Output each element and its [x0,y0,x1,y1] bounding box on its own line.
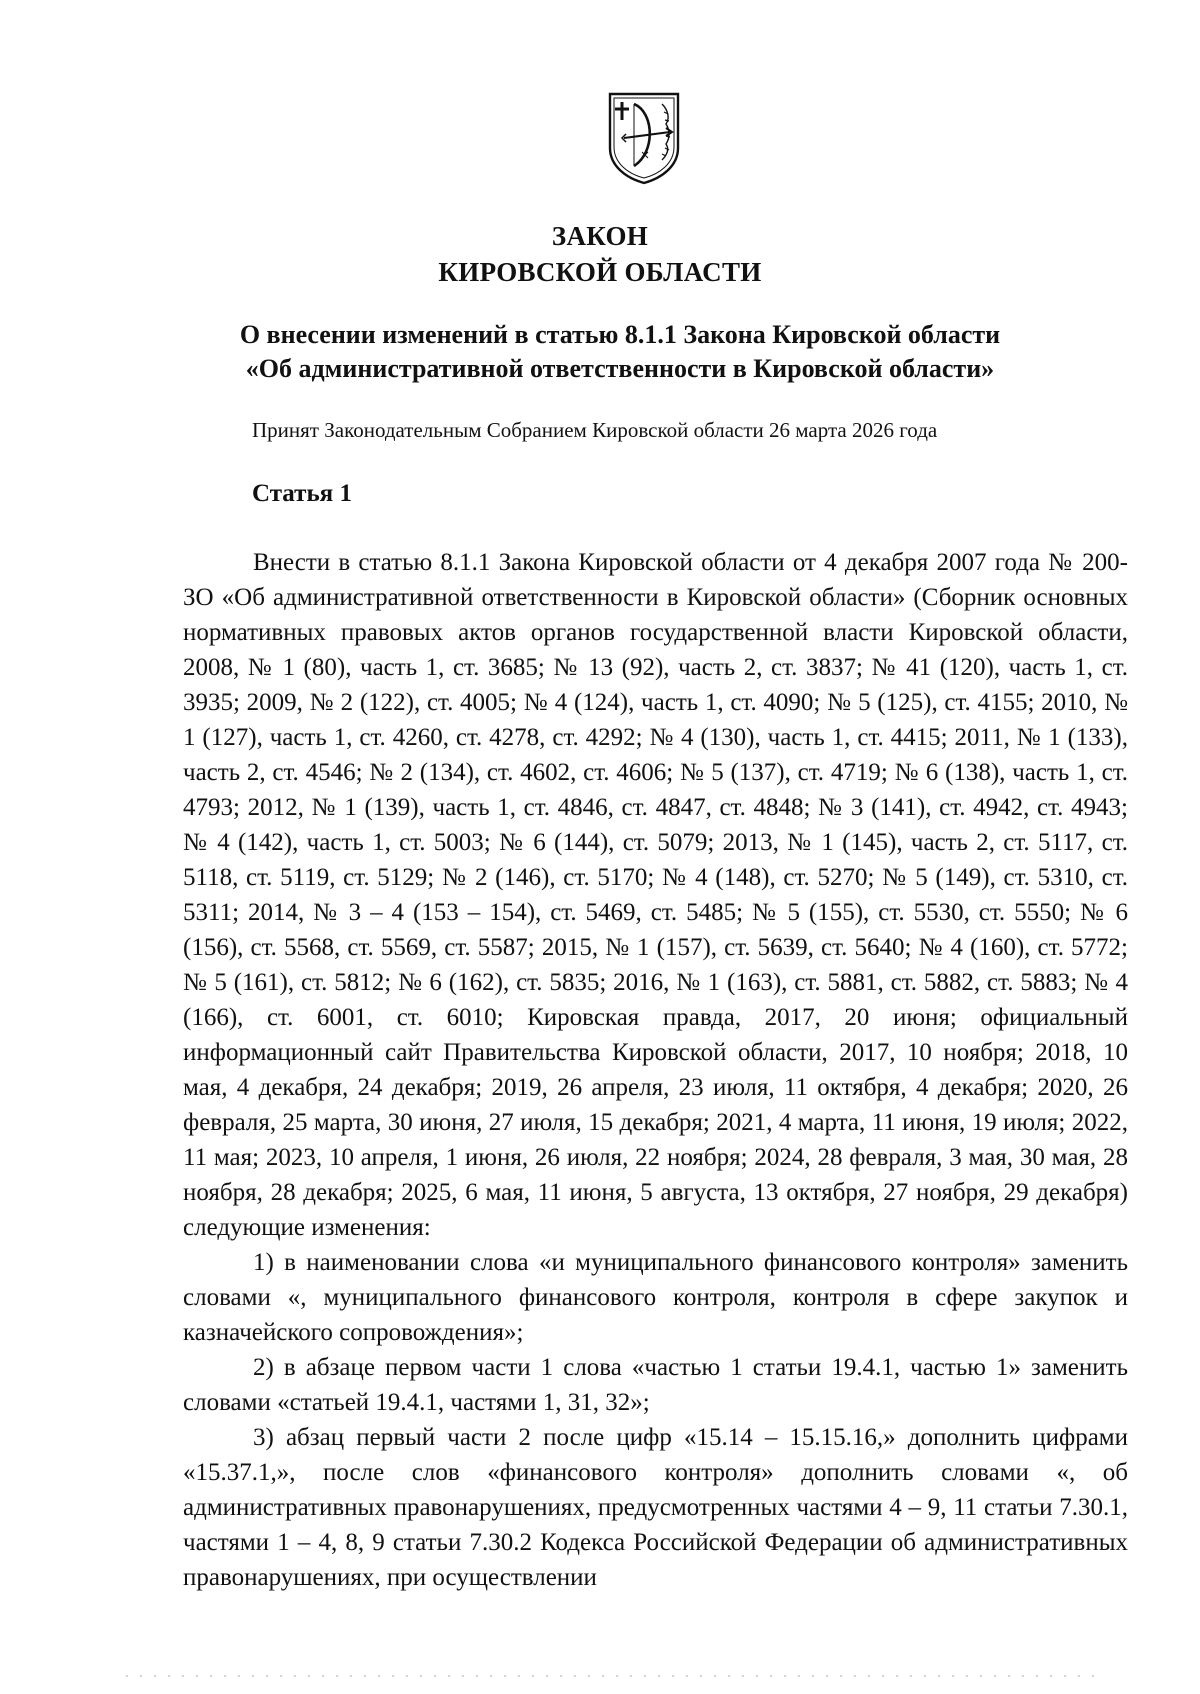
scan-noise-divider [120,1674,1100,1678]
kirov-coat-of-arms-icon [604,90,684,186]
article-paragraph-intro: Внести в статью 8.1.1 Закона Кировской области от 4 декабря 2007 года № 200-ЗО «Об административной ответственности в Кировской области» (Сборник основных нормативных правовых актов органов государственной власти Кировской области, 2008, № 1 (80), часть 1, ст. 3685; № 13 (92), часть 2, ст. 3837; № 41 (120), часть 1, ст. 3935; 2009, № 2 (122), ст. 4005; № 4 (124), часть 1, ст. 4090; № 5 (125), ст. 4155; 2010, № 1 (127), часть 1, ст. 4260, ст. 4278, ст. 4292; № 4 (130), часть 1, ст. 4415; 2011, № 1 (133), часть 2, ст. 4546; № 2 (134), ст. 4602, ст. 4606; № 5 (137), ст. 4719; № 6 (138), часть 1, ст. 4793; 2012, № 1 (139), часть 1, ст. 4846, ст. 4847, ст. 4848; № 3 (141), ст. 4942, ст. 4943; № 4 (142), часть 1, ст. 5003; № 6 (144), ст. 5079; 2013, № 1 (145), часть 2, ст. 5117, ст. 5118, ст. 5119, ст. 5129; № 2 (146), ст. 5170; № 4 (148), ст. 5270; № 5 (149), ст. 5310, ст. 5311; 2014, № 3 – 4 (153 – 154), ст. 5469, ст. 5485; № 5 (155), ст. 5530, ст. 5550; № 6 (156), ст. 5568, ст. 5569, ст. 5587; 2015, № 1 (157), ст. 5639, ст. 5640; № 4 (160), ст. 5772; № 5 (161), ст. 5812; № 6 (162), ст. 5835; 2016, № 1 (163), ст. 5881, ст. 5882, ст. 5883; № 4 (166), ст. 6001, ст. 6010; Кировская правда, 2017, 20 июня; официальный информационный сайт Правительства Кировской области, 2017, 10 ноября; 2018, 10 мая, 4 декабря, 24 декабря; 2019, 26 апреля, 23 июля, 11 октября, 4 декабря; 2020, 26 февраля, 25 марта, 30 июня, 27 июля, 15 декабря; 2021, 4 марта, 11 июня, 19 июля; 2022, 11 мая; 2023, 10 апреля, 1 июня, 26 июля, 22 ноября; 2024, 28 февраля, 3 мая, 30 мая, 28 ноября, 28 декабря; 2025, 6 мая, 11 июня, 5 августа, 13 октября, 27 ноября, 29 декабря) следующие изменения: [183,549,1128,1241]
article-paragraph-item-3: 3) абзац первый части 2 после цифр «15.14 – 15.15.16,» дополнить цифрами «15.37.1,», после слов «финансового контроля» дополнить словами «, об административных правонарушениях, предусмотренных частями 4 – 9, 11 статьи 7.30.1, частями 1 – 4, 8, 9 статьи 7.30.2 Кодекса Российской Федерации об административных правонарушениях, при осуществлении [183,1424,1128,1591]
law-subject-line-1: О внесении изменений в статью 8.1.1 Закона Кировской области [239,320,1001,349]
article-heading: Статья 1 [252,480,352,507]
law-subject-line-2: «Об административной ответственности в Кировской области» [245,354,995,383]
adoption-note: Принят Законодательным Собранием Кировской области 26 марта 2026 года [252,418,938,442]
document-type-title: ЗАКОН [551,221,649,251]
article-body [183,545,1128,1595]
region-title: КИРОВСКОЙ ОБЛАСТИ [438,257,762,287]
article-paragraph-item-1: 1) в наименовании слова «и муниципального финансового контроля» заменить словами «, муниципального финансового контроля, контроля в сфере закупок и казначейского сопровождения»; [183,1249,1128,1346]
article-paragraph-item-2: 2) в абзаце первом части 1 слова «частью 1 статьи 19.4.1, частью 1» заменить словами «статьей 19.4.1, частями 1, 31, 32»; [183,1354,1128,1416]
